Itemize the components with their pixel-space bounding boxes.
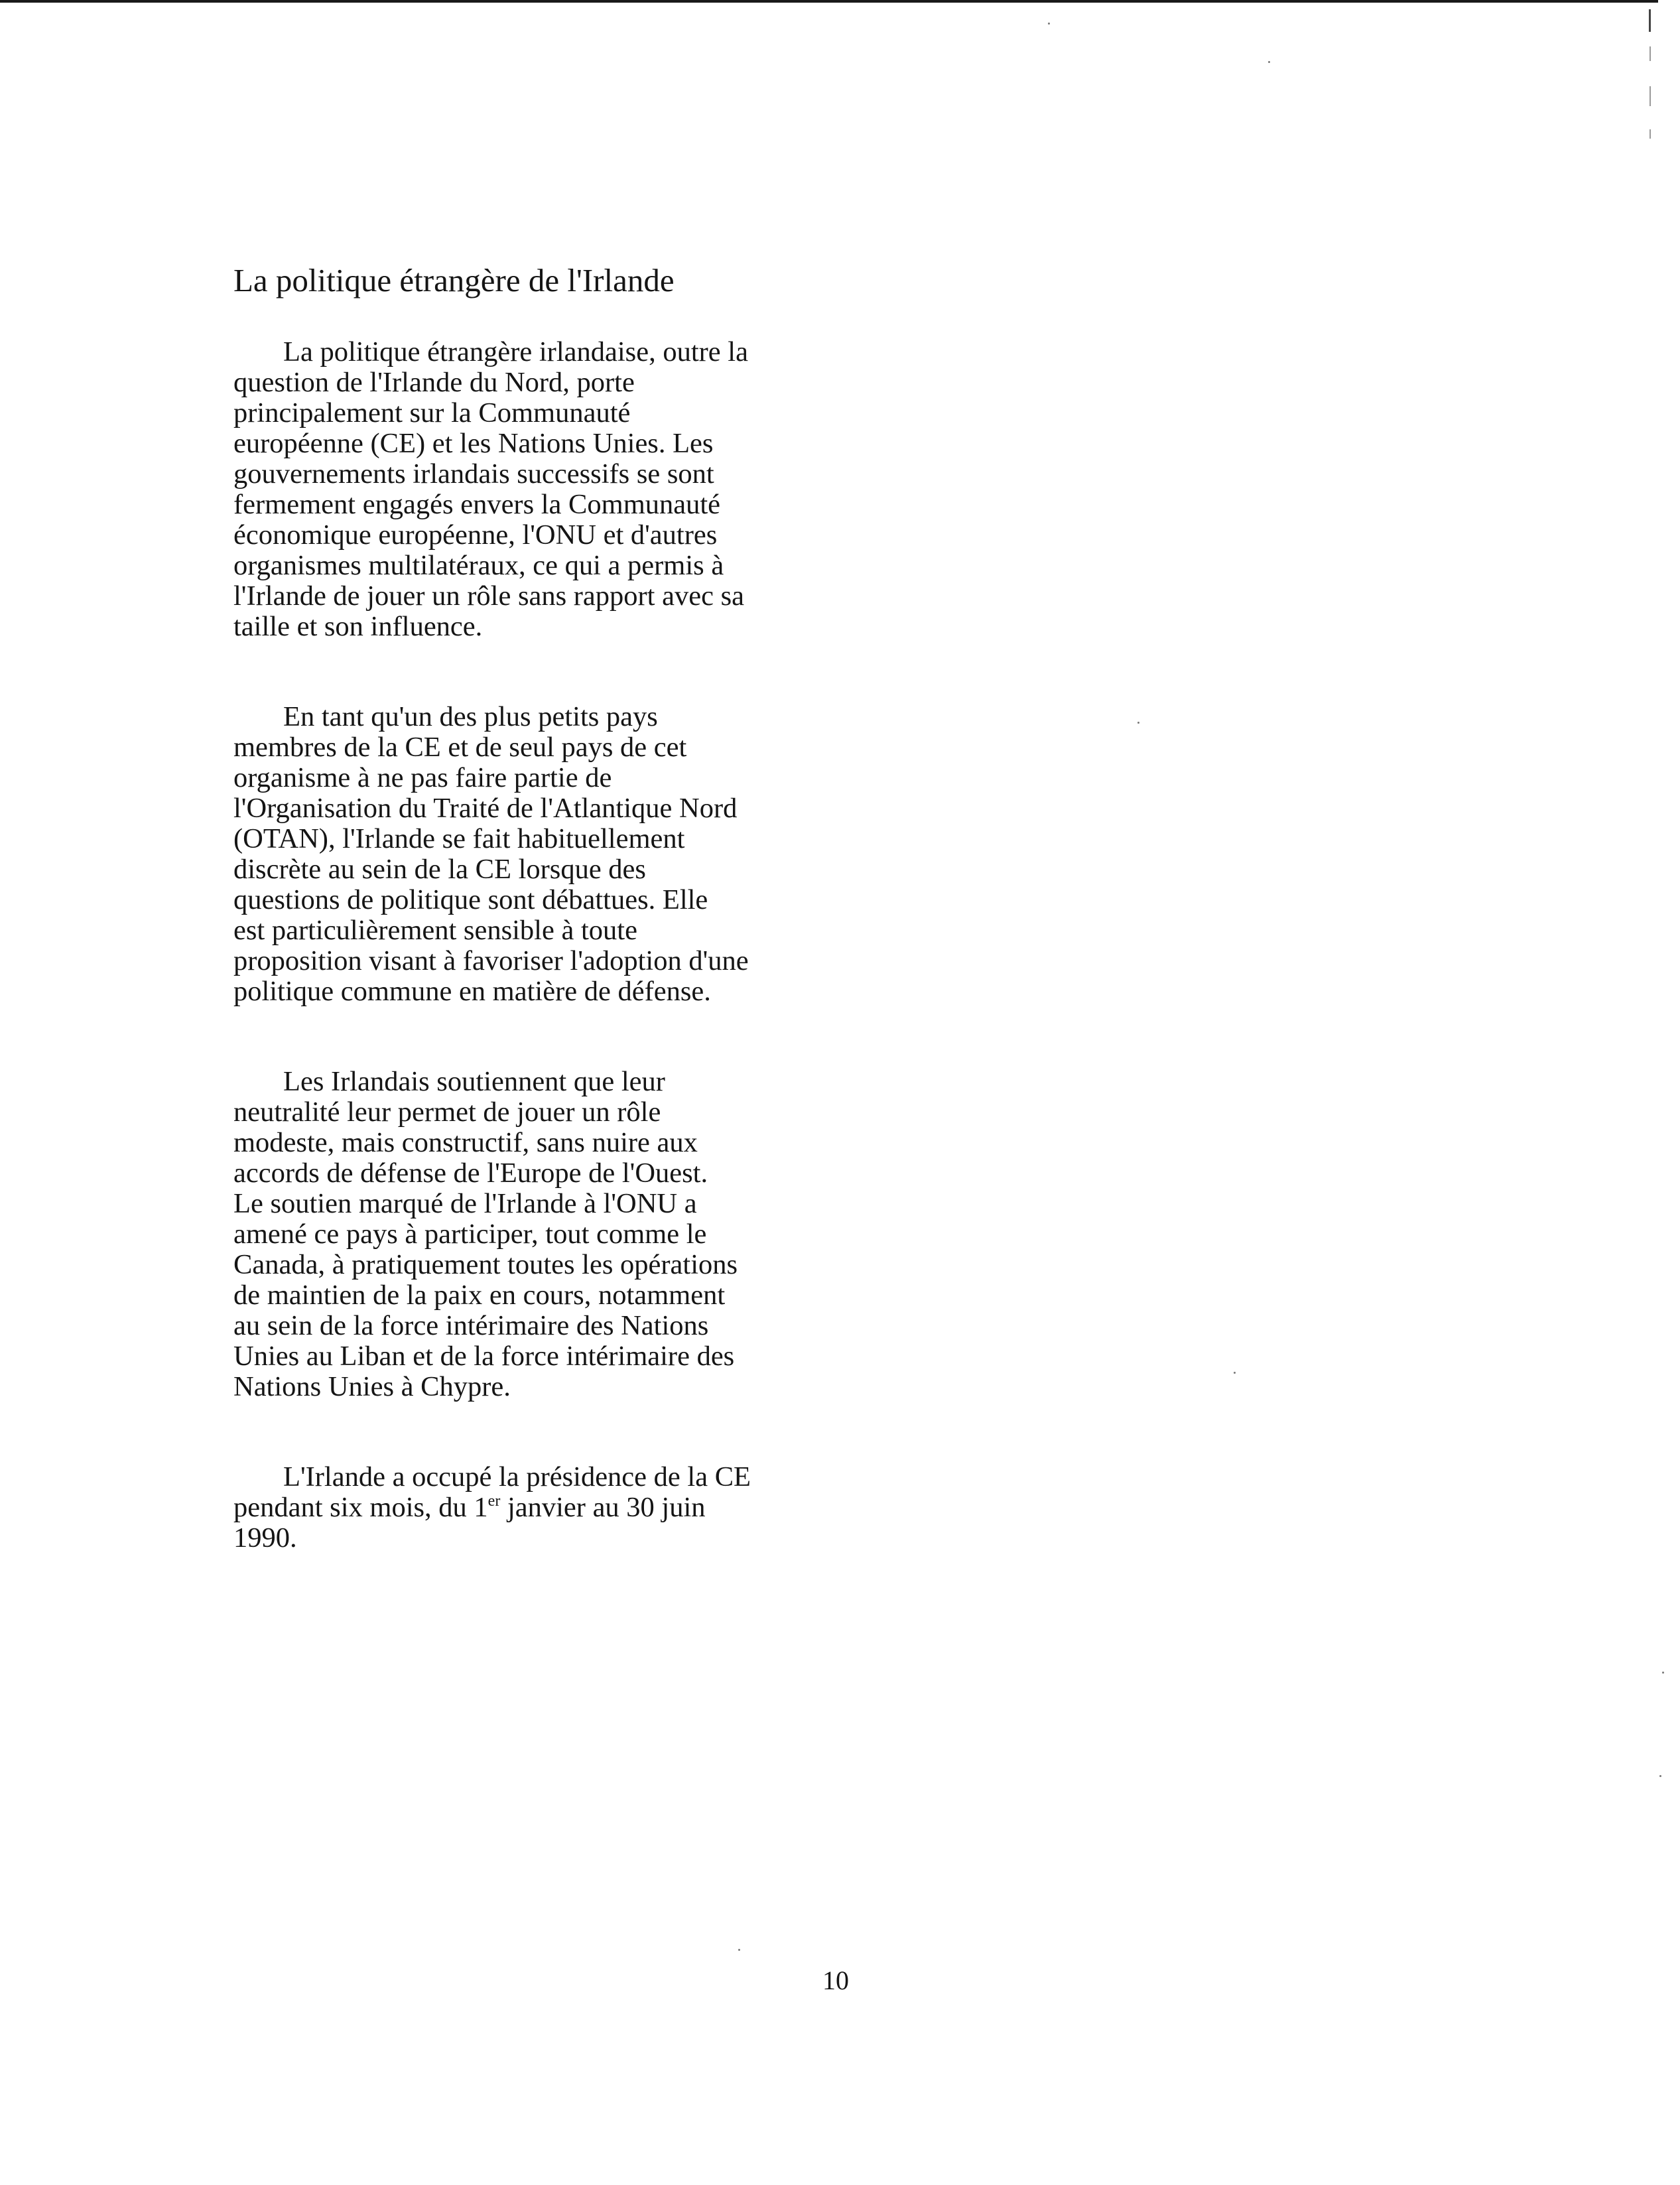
text-line: 1990. <box>233 1522 297 1554</box>
scan-speck <box>1048 23 1050 25</box>
paragraph-3 <box>233 1067 870 1402</box>
superscript: er <box>487 1492 501 1510</box>
body-text <box>233 337 870 1613</box>
scan-edge-right-dash <box>1649 86 1651 106</box>
text-line: questions de politique sont débattues. Elle <box>233 884 708 915</box>
scan-edge-top <box>0 0 1658 3</box>
text-line: gouvernements irlandais successifs se sont <box>233 458 714 490</box>
text-line: La politique étrangère irlandaise, outre la <box>283 336 748 367</box>
scan-edge-right-mark <box>1649 9 1651 32</box>
page-title: La politique étrangère de l'Irlande <box>233 262 675 298</box>
text-line: l'Irlande de jouer un rôle sans rapport avec sa <box>233 580 744 612</box>
text-line: est particulièrement sensible à toute <box>233 915 637 946</box>
text-line: au sein de la force intérimaire des Nations <box>233 1310 709 1341</box>
scan-edge-right-dash <box>1649 46 1651 61</box>
text-line: politique commune en matière de défense. <box>233 976 711 1007</box>
text-line: Canada, à pratiquement toutes les opérations <box>233 1249 738 1280</box>
text-line: Les Irlandais soutiennent que leur <box>283 1066 665 1097</box>
text-line: (OTAN), l'Irlande se fait habituellement <box>233 823 685 854</box>
scan-speck <box>1268 61 1270 63</box>
text-line: discrète au sein de la CE lorsque des <box>233 854 646 885</box>
text-line: Unies au Liban et de la force intérimaire des <box>233 1341 735 1372</box>
text-line: économique européenne, l'ONU et d'autres <box>233 519 718 551</box>
text-line: taille et son influence. <box>233 611 483 642</box>
text-line: neutralité leur permet de jouer un rôle <box>233 1096 661 1128</box>
text-line: organismes multilatéraux, ce qui a permis à <box>233 550 724 581</box>
text-line: accords de défense de l'Europe de l'Ouest. <box>233 1158 708 1189</box>
text-run: janvier au 30 juin <box>500 1492 706 1523</box>
text-line: organisme à ne pas faire partie de <box>233 762 612 793</box>
paragraph-2 <box>233 702 870 1007</box>
text-line: En tant qu'un des plus petits pays <box>283 701 658 732</box>
text-line: question de l'Irlande du Nord, porte <box>233 367 635 398</box>
text-line: principalement sur la Communauté <box>233 397 631 429</box>
text-run: pendant six mois, du 1 <box>233 1492 488 1523</box>
text-line: fermement engagés envers la Communauté <box>233 489 721 520</box>
text-line: Le soutien marqué de l'Irlande à l'ONU a <box>233 1188 697 1219</box>
paragraph-1 <box>233 337 870 642</box>
text-line: Nations Unies à Chypre. <box>233 1371 511 1402</box>
scan-speck <box>1662 1672 1664 1674</box>
scan-speck <box>1137 722 1139 724</box>
text-line: L'Irlande a occupé la présidence de la CE <box>283 1461 751 1492</box>
scan-speck <box>738 1949 740 1951</box>
text-line: de maintien de la paix en cours, notamment <box>233 1280 726 1311</box>
paragraph-4 <box>233 1462 870 1554</box>
text-line: proposition visant à favoriser l'adoption d'une <box>233 945 749 976</box>
scan-speck <box>1659 1775 1661 1777</box>
scan-edge-right-dash <box>1649 129 1651 139</box>
text-line: européenne (CE) et les Nations Unies. Les <box>233 428 714 459</box>
scan-speck <box>1234 1372 1236 1374</box>
text-line: l'Organisation du Traité de l'Atlantique Nord <box>233 793 738 824</box>
text-line <box>233 1492 870 1523</box>
text-line: modeste, mais constructif, sans nuire aux <box>233 1127 698 1158</box>
text-line: amené ce pays à participer, tout comme le <box>233 1219 707 1250</box>
text-line: membres de la CE et de seul pays de cet <box>233 732 687 763</box>
page-number: 10 <box>822 1965 849 1995</box>
